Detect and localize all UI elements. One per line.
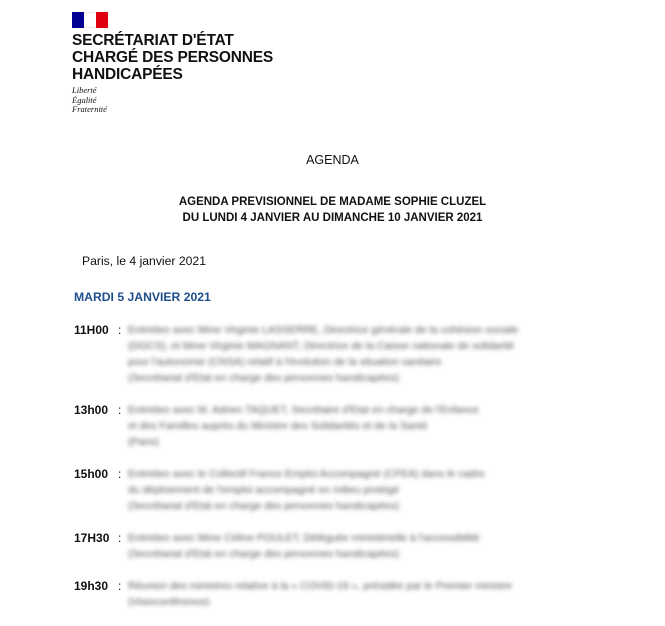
- ministry-name: SECRÉTARIAT D'ÉTAT CHARGÉ DES PERSONNES HANDICAPÉES: [72, 32, 273, 83]
- day-heading: MARDI 5 JANVIER 2021: [74, 290, 211, 304]
- description-line: et des Familles auprès du Ministre des Solidarités et de la Santé: [128, 420, 428, 432]
- description-line: (DGCS), et Mme Virginie MAGNANT, Directrice de la Caisse nationale de solidarité: [128, 340, 515, 352]
- description-line: Entretien avec M. Adrien TAQUET, Secrétaire d'Etat en charge de l'Enfance: [128, 404, 479, 416]
- entry-colon: :: [118, 531, 122, 545]
- agenda-entry: [74, 402, 594, 450]
- flag-red-stripe: [96, 12, 108, 28]
- agenda-entry: [74, 322, 594, 386]
- entry-time: 17H30: [74, 531, 110, 545]
- republic-motto: [72, 86, 292, 115]
- description-line: (Secrétariat d'Etat en charge des personnes handicapées): [128, 548, 400, 560]
- entry-time: 15h00: [74, 467, 109, 481]
- description-line: Entretien avec le Collectif France Emploi Accompagné (CFEA) dans le cadre: [128, 468, 485, 480]
- entry-colon: :: [118, 403, 122, 417]
- entry-time: 13h00: [74, 403, 109, 417]
- entry-time: 11H00: [74, 323, 109, 337]
- description-line: Entretien avec Mme Céline POULET, Déléguée ministérielle à l'accessibilité: [128, 532, 480, 544]
- description-line: du déploiement de l'emploi accompagné en milieu protégé: [128, 484, 400, 496]
- agenda-entry: [74, 578, 594, 610]
- flag-white-stripe: [84, 12, 96, 28]
- motto-egalite: Égalité: [72, 94, 97, 105]
- description-line: (Secrétariat d'Etat en charge des personnes handicapées): [128, 372, 400, 384]
- description-line: (Secrétariat d'Etat en charge des personnes handicapées): [128, 500, 400, 512]
- agenda-entry: [74, 466, 594, 514]
- entry-colon: :: [118, 467, 122, 481]
- description-line: Réunion des ministres relative à la « COVID-19 », présidée par le Premier ministre: [128, 580, 512, 592]
- government-logo: [72, 12, 292, 115]
- description-line: (Visioconférence): [128, 596, 210, 608]
- entry-time: 19h30: [74, 579, 109, 593]
- entry-description: [128, 530, 594, 562]
- date-line: Paris, le 4 janvier 2021: [82, 254, 206, 268]
- entry-description: [128, 322, 594, 386]
- entry-colon: :: [118, 579, 122, 593]
- description-line: pour l'autonomie (CNSA) relatif à l'évolution de la situation sanitaire: [128, 356, 442, 368]
- motto-liberte: Liberté: [72, 85, 97, 95]
- entry-colon: :: [118, 323, 122, 337]
- entry-description: [128, 466, 594, 514]
- document-title: [0, 194, 665, 226]
- entry-description: [128, 578, 594, 610]
- motto-fraternite: Fraternité: [72, 104, 107, 114]
- french-flag-icon: [72, 12, 108, 28]
- agenda-entry: [74, 530, 594, 562]
- title-line: AGENDA PREVISIONNEL DE MADAME SOPHIE CLUZEL: [178, 196, 487, 208]
- title-line: DU LUNDI 4 JANVIER AU DIMANCHE 10 JANVIER 2021: [182, 212, 483, 224]
- flag-blue-stripe: [72, 12, 84, 28]
- agenda-label: AGENDA: [306, 153, 359, 167]
- description-line: (Paris): [128, 436, 159, 448]
- description-line: Entretien avec Mme Virginie LASSERRE, Directrice générale de la cohésion sociale: [128, 324, 519, 336]
- entry-description: [128, 402, 594, 450]
